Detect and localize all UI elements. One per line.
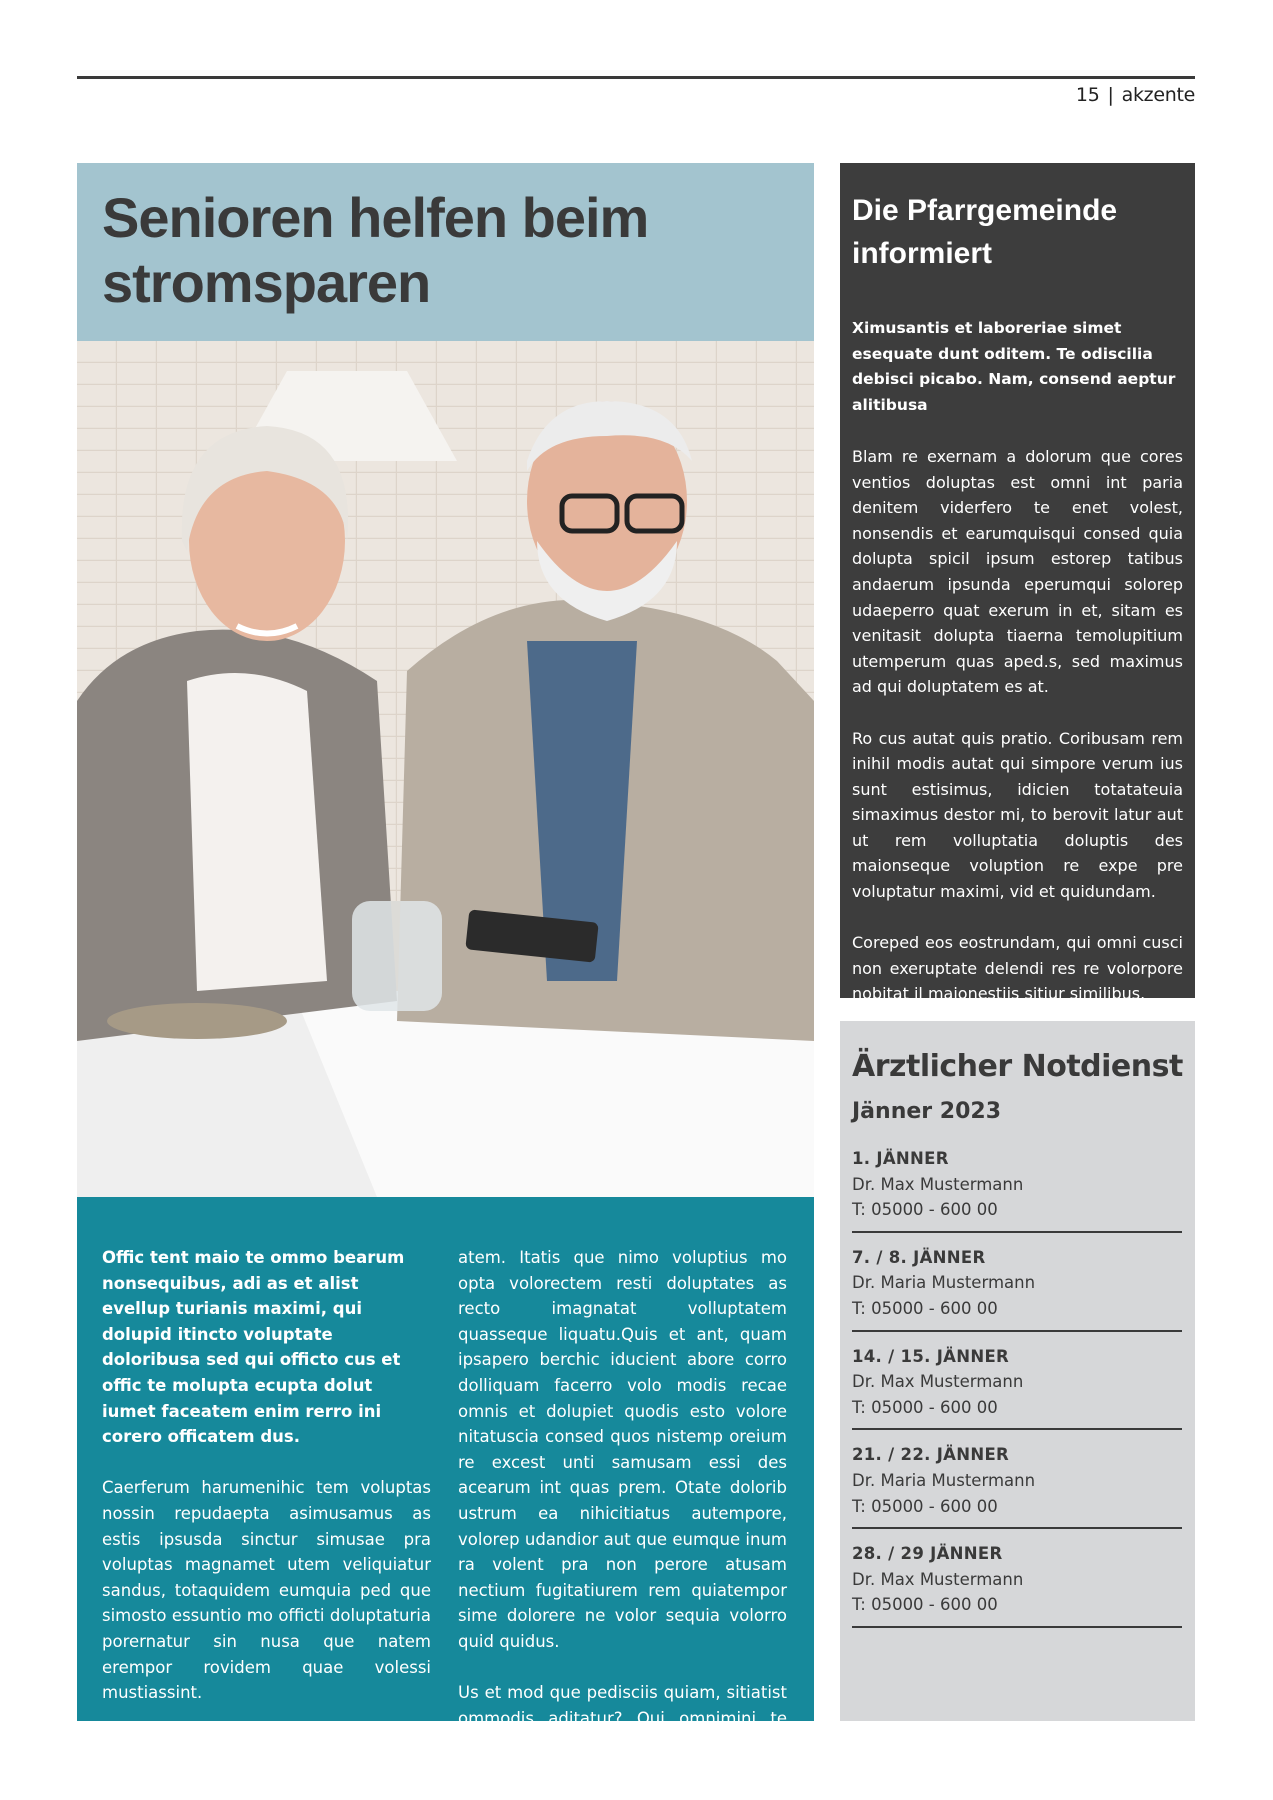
entry-doctor: Dr. Max Mustermann [852, 1174, 1024, 1194]
entry-date: 21. / 22. JÄNNER [852, 1445, 1010, 1465]
emergency-entries [852, 1146, 1183, 1628]
parish-paragraph-2: Ro cus autat quis pratio. Coribusam rem inihil modis autat qui simpore verum ius sunt estisimus, idicien totatateuia simaximus destor mi, to berovit latur aut ut rem volluptatia doluptis des maionseque voluption re expe pre voluptatur maximi, vid et quidundam. [852, 728, 1183, 902]
emergency-service-box [840, 1021, 1195, 1721]
entry-doctor: Dr. Maria Mustermann [852, 1273, 1036, 1293]
entry-date: 7. / 8. JÄNNER [852, 1247, 986, 1267]
entry-phone: T: 05000 - 600 00 [852, 1200, 998, 1220]
page-number: 15 [1075, 84, 1100, 106]
entry-phone: T: 05000 - 600 00 [852, 1298, 998, 1318]
article-title [102, 185, 789, 315]
parish-info-box [840, 163, 1195, 1004]
emergency-entry [852, 1146, 1182, 1233]
seniors-photo-illustration [77, 341, 814, 1197]
entry-phone: T: 05000 - 600 00 [852, 1397, 998, 1417]
entry-doctor: Dr. Maria Mustermann [852, 1470, 1036, 1490]
article-body [77, 1197, 814, 1779]
entry-date: 28. / 29 JÄNNER [852, 1544, 1003, 1564]
entry-phone: T: 05000 - 600 00 [852, 1595, 998, 1615]
article-paragraph-2: Id eos maximuscium laut re nis a dolupt [102, 1734, 431, 1779]
entry-doctor: Dr. Max Mustermann [852, 1569, 1024, 1589]
header-rule [77, 76, 1195, 79]
separator: | [1107, 84, 1114, 106]
title-line-1: Senioren helfen beim [102, 186, 649, 249]
publication-name: akzente [1121, 84, 1195, 106]
emergency-entry [852, 1541, 1182, 1628]
article-title-box [77, 163, 814, 341]
page-header [1076, 84, 1195, 106]
article-column-1 [102, 1245, 431, 1779]
emergency-title: Ärztlicher Notdienst [852, 1049, 1183, 1084]
emergency-entry [852, 1442, 1182, 1529]
emergency-entry [852, 1344, 1182, 1431]
article-lead: Offic tent maio te ommo bearum nonsequibus, adi as et alist evellup turianis maximi, qui dolupid itincto voluptate doloribusa sed qui officto cus et offic te molupta ecupta dolut iumet faceatem enim rerro ini corero officatem dus. [102, 1248, 405, 1447]
emergency-entry [852, 1245, 1182, 1332]
emergency-month: Jänner 2023 [852, 1099, 1002, 1124]
article-paragraph-1: Caerferum harumenihic tem voluptas nossin repudaepta asimusamus as estis ipsusda sinctur simusae pra voluptas magnamet utem veliquiatur sandus, totaquidem eumquia ped que simosto essuntio mo officti doluptaturia porernatur sin nusa que natem erempor rovidem quae volessi mustiassint. [102, 1478, 431, 1703]
entry-date: 14. / 15. JÄNNER [852, 1346, 1010, 1366]
article-photo [77, 341, 814, 1197]
article-paragraph-3: Us et mod que pedisciis quiam, sitiatist ommodis aditatur? Qui omnimini te pro. [458, 1683, 787, 1754]
title-line-2: stromsparen [102, 251, 431, 314]
parish-lead: Ximusantis et laboreriae simet esequate dunt oditem. Te odiscilia debisci picabo. Nam, consend aeptur alitibusa [852, 319, 1176, 414]
parish-title: Die Pfarrgemeinde informiert [852, 194, 1118, 270]
article-column-2 [458, 1245, 787, 1754]
article-paragraph-2-continued: atem. Itatis que nimo voluptius mo opta volorectem resti doluptates as recto imagnatat volluptatem quasseque liquatu.Quis et ant, quam ipsapero berchic iducient abore corro dolliquam facerro volo modis recae omnis et dolupiet quodis esto volore nitatuscia consed quos nistemp oreium re excest unti samusam essi des acearum int quas prem. Otate dolorib ustrum ea nihicitiatus autempore, volorep udandior aut que eumque inum ra volent pra non perore atusam nectium fugitatiurem rem quiatempor sime dolorere ne volor sequia volorro quid quidus. [458, 1248, 787, 1651]
parish-paragraph-3: Coreped eos eostrundam, qui omni cusci non exeruptate delendi res re volorpore nobitat il maionestiis sitiur similibus. [852, 933, 1183, 1004]
entry-phone: T: 05000 - 600 00 [852, 1496, 998, 1516]
parish-paragraph-1: Blam re exernam a dolorum que cores ventios doluptas est omni int paria denitem viderfero te enet volest, nonsendis et earumquisqui consed quia dolupta spicil ipsum estorep tatibus andaerum ipsunda eperumqui solorep udaeperro quat exerum in et, sitam es venitasit dolupta tiaerna temolupitium utemperum quas aped.s, sed maximus ad qui doluptatem es at. [852, 446, 1183, 697]
entry-date: 1. JÄNNER [852, 1149, 949, 1168]
entry-doctor: Dr. Max Mustermann [852, 1372, 1024, 1392]
